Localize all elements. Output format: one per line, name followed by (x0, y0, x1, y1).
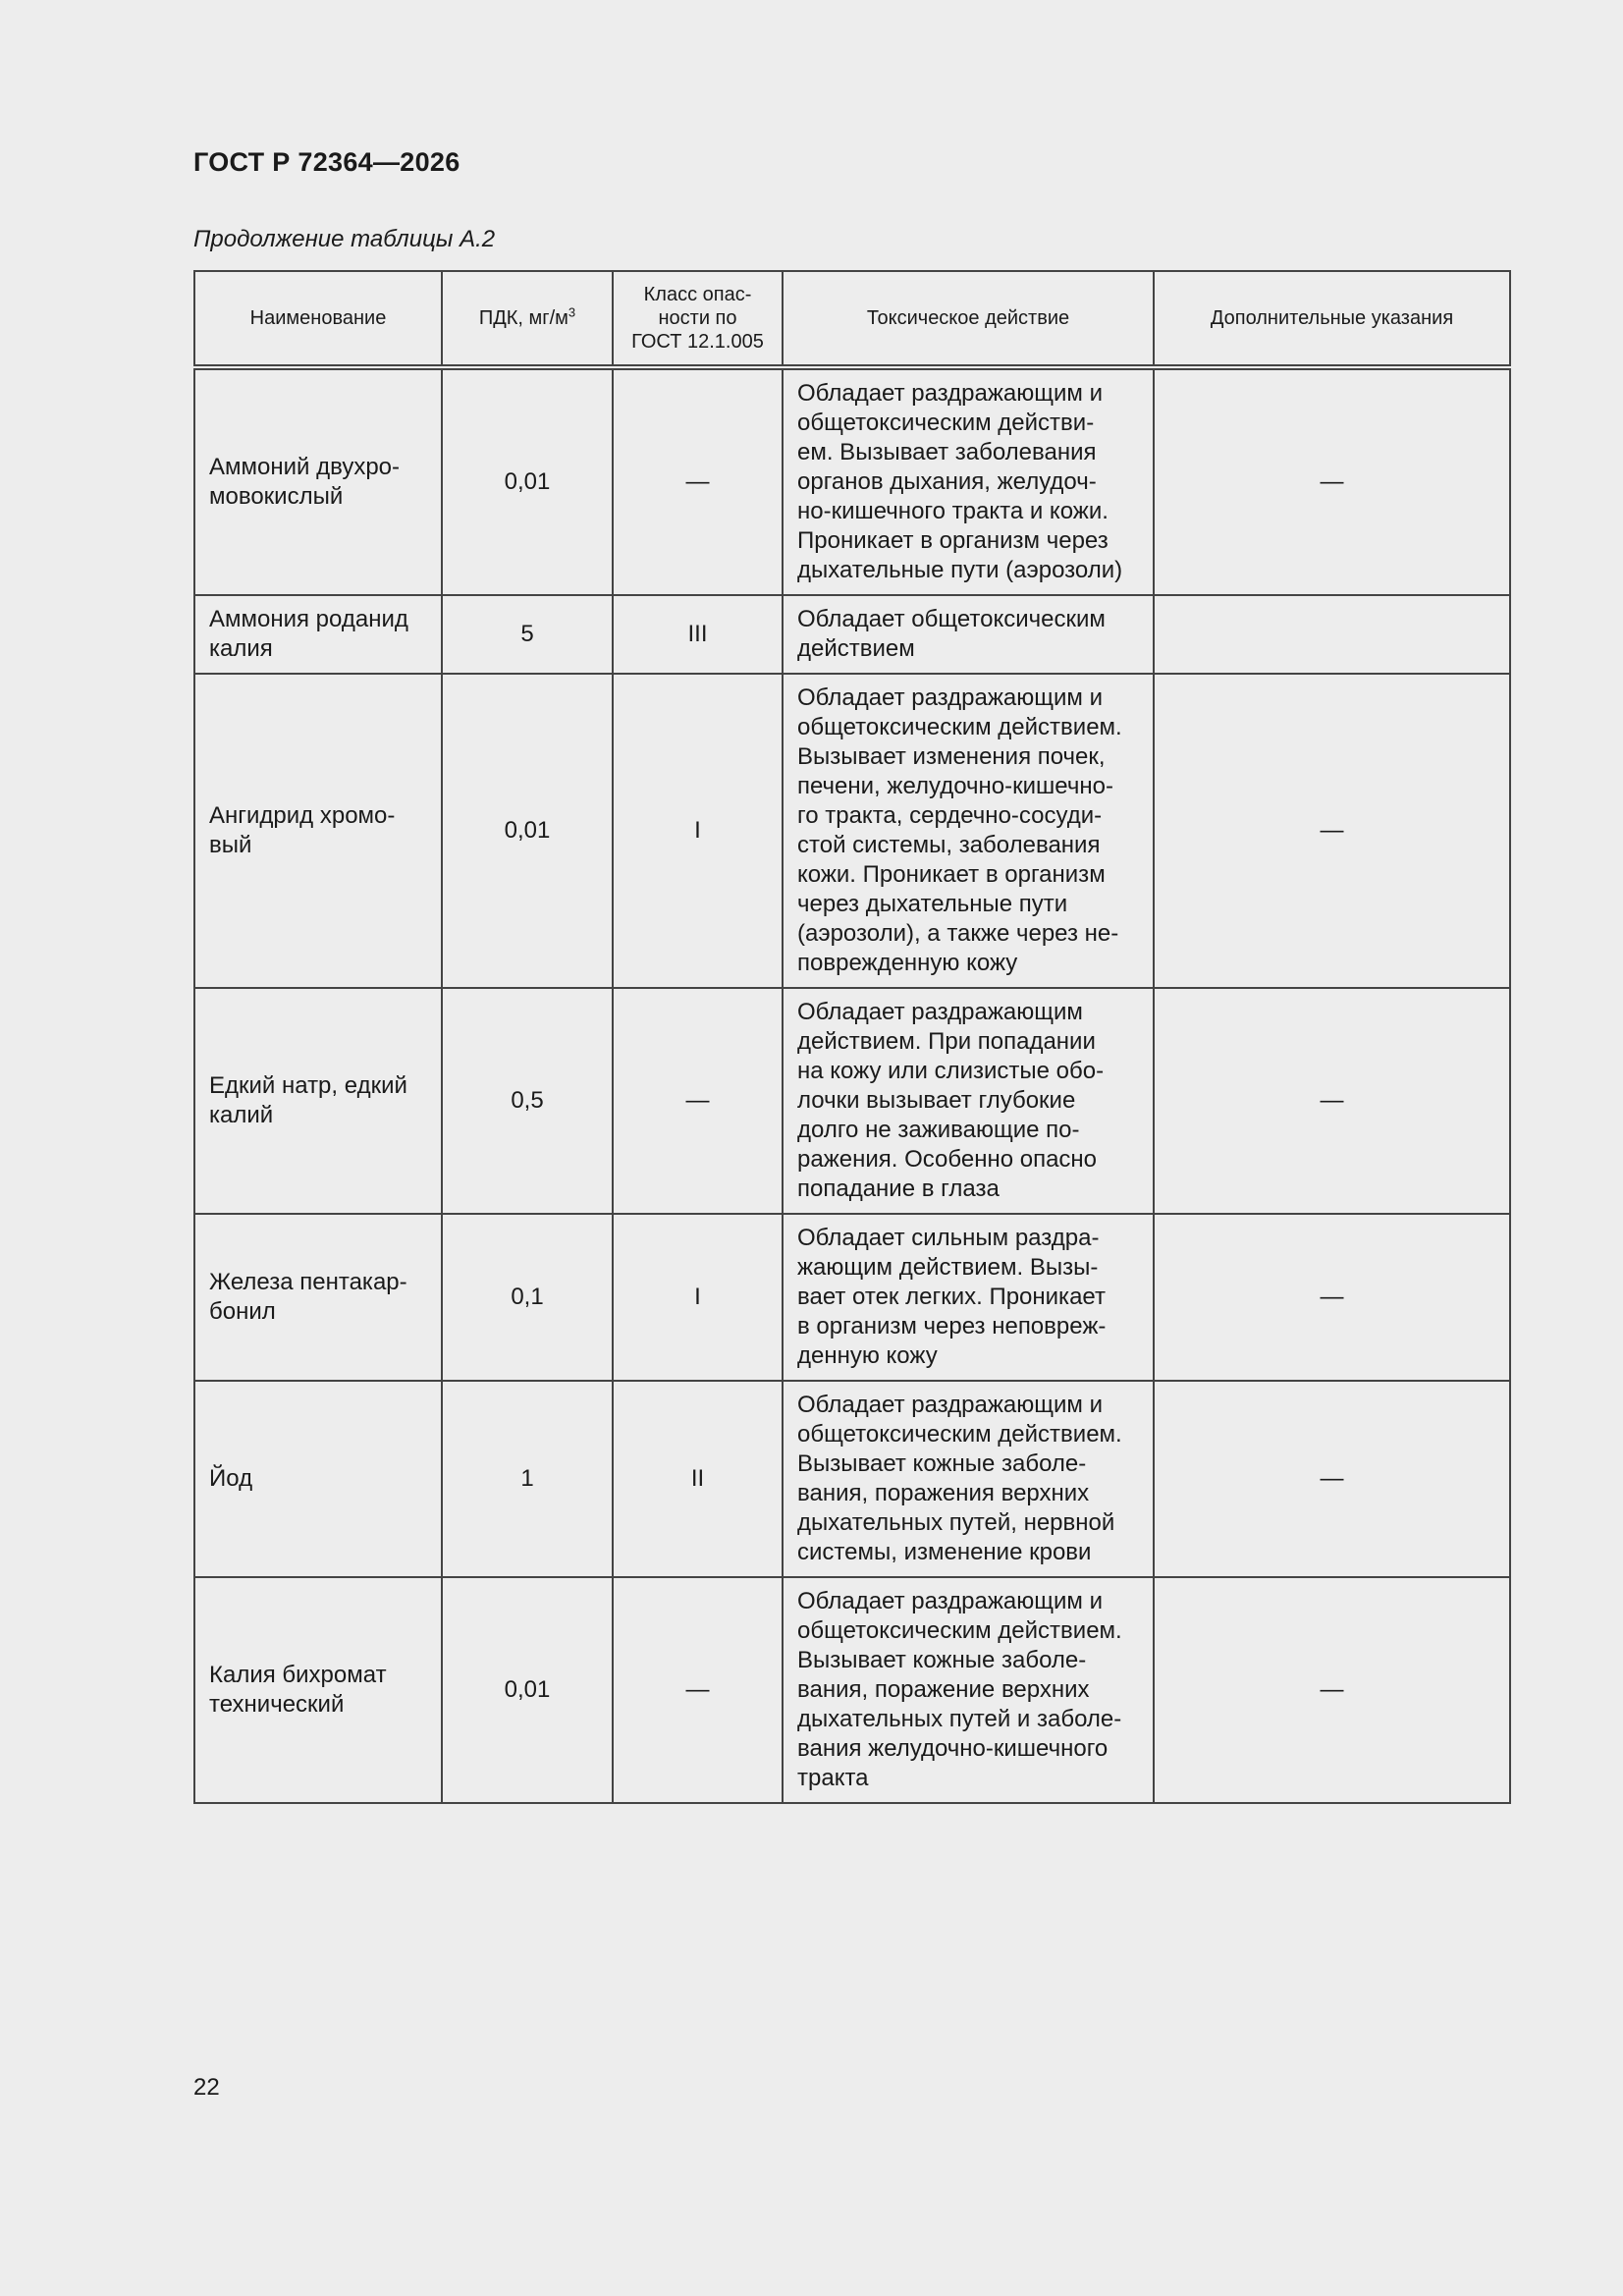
pdk-cell: 0,01 (442, 367, 613, 595)
pdk-cell: 0,01 (442, 674, 613, 988)
notes-cell (1154, 595, 1510, 674)
toxic-effect-cell: Обладает сильным раздра- жающим действием. Вызы- вает отек легких. Проникает в организм через неповреж- денную кожу (783, 1214, 1154, 1381)
document-title: ГОСТ Р 72364—2026 (193, 147, 460, 177)
hazard-class-cell: — (613, 1577, 783, 1803)
column-header-toxic-effect (783, 271, 1154, 367)
substance-name-cell: Йод (194, 1381, 442, 1577)
table-caption: Продолжение таблицы А.2 (193, 226, 496, 252)
table-row (194, 988, 1510, 1214)
column-header-name-text: Наименование (249, 307, 387, 329)
toxic-effect-cell: Обладает общетоксическим действием (783, 595, 1154, 674)
header-row (194, 271, 1510, 367)
pdk-cell: 1 (442, 1381, 613, 1577)
pdk-cell: 0,5 (442, 988, 613, 1214)
hazard-substances-table (193, 270, 1511, 1804)
hazard-class-cell: II (613, 1381, 783, 1577)
hazard-class-cell: — (613, 367, 783, 595)
toxic-effect-cell: Обладает раздражающим действием. При попадании на кожу или слизистые обо- лочки вызывает глубокие долго не заживающие по- ражения. Особенно опасно попадание в глаза (783, 988, 1154, 1214)
column-header-notes (1154, 271, 1510, 367)
table-row (194, 674, 1510, 988)
column-header-name (194, 271, 442, 367)
substance-name-cell: Ангидрид хромо- вый (194, 674, 442, 988)
substance-name-cell: Едкий натр, едкий калий (194, 988, 442, 1214)
hazard-class-cell: I (613, 1214, 783, 1381)
page-number: 22 (193, 2074, 220, 2101)
column-header-pdk (442, 271, 613, 367)
notes-cell: — (1154, 367, 1510, 595)
column-header-pdk-superscript: 3 (568, 304, 576, 320)
table-row (194, 595, 1510, 674)
column-header-pdk-text: ПДК, мг/м (478, 307, 568, 329)
table-row (194, 1214, 1510, 1381)
substance-name-cell: Калия бихромат технический (194, 1577, 442, 1803)
pdk-cell: 0,01 (442, 1577, 613, 1803)
notes-cell: — (1154, 1577, 1510, 1803)
toxic-effect-cell: Обладает раздражающим и общетоксическим действием. Вызывает кожные заболе- вания, поражение верхних дыхательных путей и заболе- вания желудочно-кишечного тракта (783, 1577, 1154, 1803)
hazard-class-cell: III (613, 595, 783, 674)
substance-name-cell: Аммония роданид калия (194, 595, 442, 674)
table-row (194, 367, 1510, 595)
substance-name-cell: Аммоний двухро- мовокислый (194, 367, 442, 595)
notes-cell: — (1154, 1214, 1510, 1381)
hazard-class-cell: I (613, 674, 783, 988)
column-header-toxic-effect-text: Токсическое действие (866, 307, 1070, 329)
table-row (194, 1381, 1510, 1577)
table-body (194, 367, 1510, 1803)
column-header-notes-text: Дополнительные указания (1210, 307, 1454, 329)
table-header (194, 271, 1510, 367)
notes-cell: — (1154, 988, 1510, 1214)
column-header-hazard-class (613, 271, 783, 367)
pdk-cell: 5 (442, 595, 613, 674)
table-row (194, 1577, 1510, 1803)
toxic-effect-cell: Обладает раздражающим и общетоксическим действием. Вызывает изменения почек, печени, желудочно-кишечно- го тракта, сердечно-сосуди- стой системы, заболевания кожи. Проникает в организм через дыхательные пути (аэрозоли), а также через не- поврежденную кожу (783, 674, 1154, 988)
hazard-class-cell: — (613, 988, 783, 1214)
notes-cell: — (1154, 1381, 1510, 1577)
toxic-effect-cell: Обладает раздражающим и общетоксическим действием. Вызывает кожные заболе- вания, поражения верхних дыхательных путей, нервной системы, изменение крови (783, 1381, 1154, 1577)
notes-cell: — (1154, 674, 1510, 988)
toxic-effect-cell: Обладает раздражающим и общетоксическим действи- ем. Вызывает заболевания органов дыхания, желудоч- но-кишечного тракта и кожи. Проникает в организм через дыхательные пути (аэрозоли) (783, 367, 1154, 595)
substance-name-cell: Железа пентакар- бонил (194, 1214, 442, 1381)
column-header-hazard-class-text: Класс опас- ности по ГОСТ 12.1.005 (631, 284, 764, 353)
pdk-cell: 0,1 (442, 1214, 613, 1381)
